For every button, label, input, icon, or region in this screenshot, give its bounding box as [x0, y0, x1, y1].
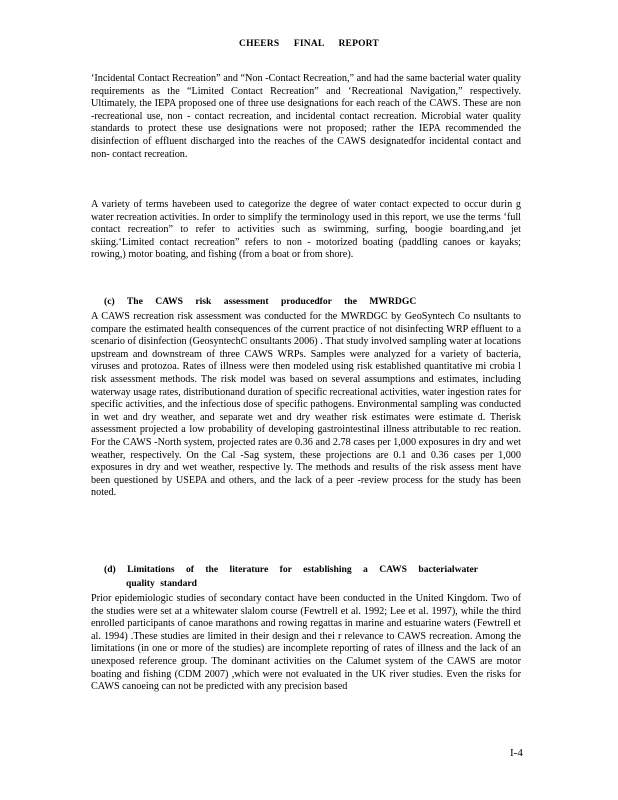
- section-heading-c: (c) The CAWS risk assessment producedfor the MWRDGC: [104, 296, 417, 307]
- page-number: I-4: [510, 747, 523, 759]
- paragraph-risk-assessment: A CAWS recreation risk assessment was conducted for the MWRDGC by GeoSyntech Co nsultants to compare the estimated health consequences of the current practice of not disinfecting WRP effluent to a scenario of disinfection (GeosyntechC onsultants 2006) . That study involved sampling water at locations upstream and downstream of three CAWS WRPs. Samples were analyzed for a variety of bacteria, viruses and protozoa. Rates of illness were then modeled using risk established quantitative mi crobia l risk assessment methods. The risk model was based on several assumptions and estimates, including waterway usage rates, distributionand duration of specific recreational activities, water ingestion rates for specific activities, and the infectious dose of specific pathogens. Environmental sampling was conducted in wet and dry weather, and separate wet and dry weather risk estimates were estimate d. Therisk assessment projected a low probability of developing gastrointestinal illness attributable to rec reation. For the CAWS -North system, projected rates are 0.36 and 2.78 cases per 1,000 exposures in dry and wet weather, respectively. On the Cal -Sag system, these projections are 0.1 and 0.36 cases per 1,000 exposures in dry and wet weather, respective ly. The methods and results of the risk assess ment have been questioned by USEPA and others, and the lack of a peer -review process for the study has been noted.: [91, 311, 521, 499]
- paragraph-contact-terms: A variety of terms havebeen used to categorize the degree of water contact expected to occur durin g water recreation activities. In order to simplify the terminology used in this report, we use the terms ‘full contact recreation” to refer to activities such as swimming, surfing, boogie boarding,and jet skiing.‘Limited contact recreation” refers to non - motorized boating (paddling canoes or kayaks; rowing,) motor boating, and fishing (from a boat or from shore).: [91, 199, 521, 261]
- paragraph-literature-limitations: Prior epidemiologic studies of secondary contact have been conducted in the United Kingdom. Two of the studies were set at a whitewater slalom course (Fewtrell et al. 1992; Lee et al. 1997), while the third enrolled participants of canoe marathons and rowing regattas in marine and estuarine waters (Fewtrell et al. 1994) .These studies are limited in their design and thei r relevance to CAWS recreation. Among the limitations (in one or more of the studies) are incomplete reporting of rates of illness and the lack of an unexposed reference group. The dominant activities on the Calumet system of the CAWS are motor boating and fishing (CDM 2007) ,which were not evaluated in the UK river studies. Even the risks for CAWS canoeing can not be predicted with any precision based: [91, 593, 521, 693]
- report-header: CHEERS FINAL REPORT: [239, 39, 379, 49]
- paragraph-recreation-designations: ‘Incidental Contact Recreation” and “Non -Contact Recreation,” and had the same bacterial water quality requirements as the “Limited Contact Recreation” and ‘Recreational Navigation,” respectively. Ultimately, the IEPA proposed one of three use designations for each reach of the CAWS. These are non -recreational use, non - contact recreation, and incidental contact recreation. Microbial water quality standards to protect these use designations were not proposed; rather the IEPA recommended the disinfection of effluent discharged into the reaches of the CAWS designatedfor incidental contact and non- contact recreation.: [91, 73, 521, 160]
- section-heading-d-line2: quality standard: [126, 578, 197, 589]
- section-heading-d: [104, 563, 524, 591]
- section-heading-d-line1: (d) Limitations of the literature for establishing a CAWS bacterialwater: [104, 564, 479, 575]
